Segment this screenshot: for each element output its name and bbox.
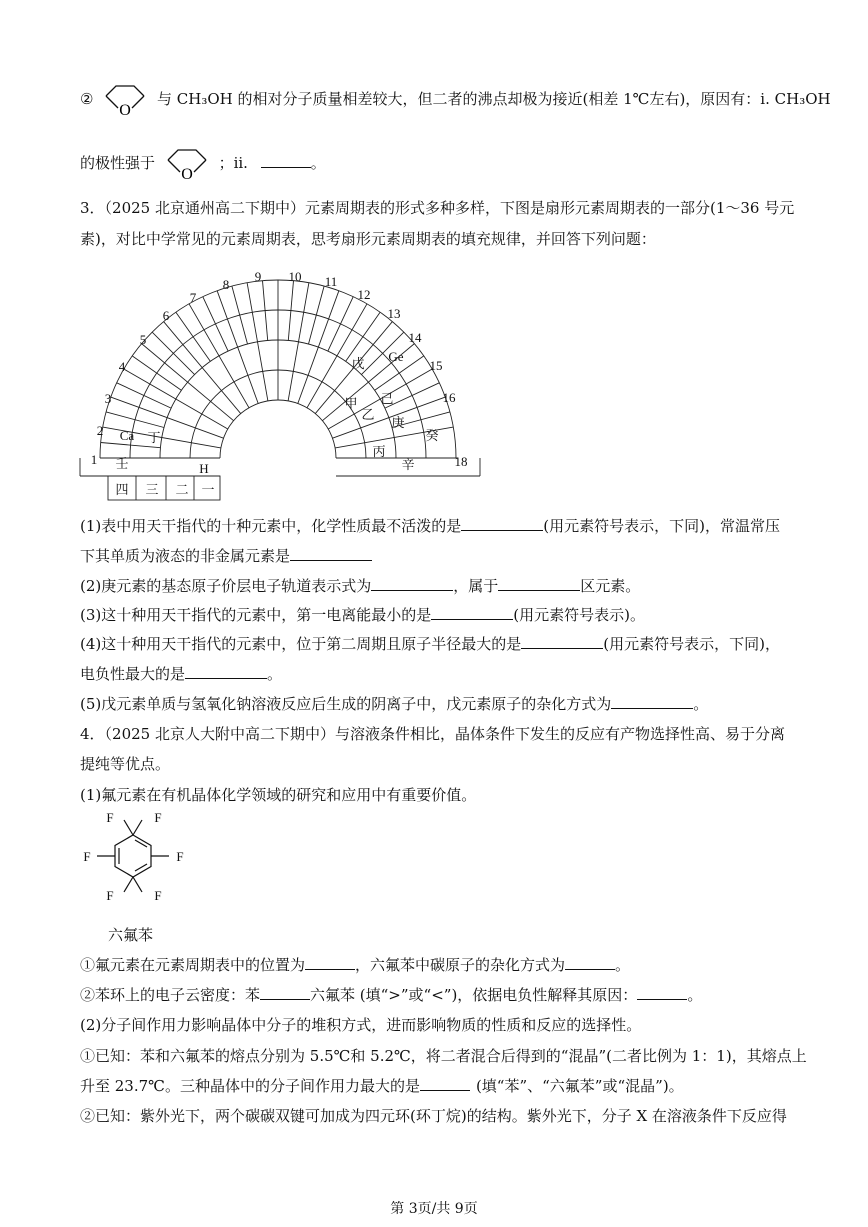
grid-line	[176, 312, 210, 361]
item-2-line: ②已知：紫外光下，两个碳碳双键可加成为四元环(环丁烷)的结构。紫外光下，分子 X 在溶液条件下反应得	[80, 1107, 787, 1125]
line-2-text-b: ；ii.	[218, 154, 248, 172]
item-1-line-2: 升至 23.7℃。三种晶体中的分子间作用力最大的是 (填“苯”、“六氟苯”或“混晶”)。	[80, 1077, 684, 1095]
hexafluorobenzene-structure	[78, 806, 188, 912]
group-number: 18	[454, 454, 468, 469]
grid-line	[203, 297, 228, 351]
element-label: 甲	[344, 396, 358, 411]
element-label: H	[199, 461, 209, 476]
period-label: 三	[145, 482, 159, 497]
group-number: 10	[288, 269, 302, 284]
question-4-line-1: 4．（2025 北京人大附中高二下期中）与溶液条件相比，晶体条件下发生的反应有产物选择性高、易于分离	[80, 725, 785, 743]
page-footer: 第 3页/共 9页	[390, 1201, 478, 1217]
part-3-line: (3)这十种用天干指代的元素中，第一电离能最小的是 (用元素符号表示)。	[80, 606, 645, 624]
hexafluorobenzene-caption: 六氟苯	[108, 926, 154, 944]
question-3-line-1: 3．（2025 北京通州高二下期中）元素周期表的形式多种多样，下图是扇形元素周期表的一部分(1～36 号元	[80, 199, 795, 217]
element-label: 庚	[391, 415, 405, 430]
grid-line	[288, 283, 309, 401]
element-label: 丙	[372, 444, 386, 459]
element-label: Ca	[119, 428, 135, 443]
element-label: 戊	[351, 356, 365, 371]
line-1	[80, 82, 831, 118]
period-label: 一	[201, 482, 215, 497]
answer-blank[interactable]	[185, 664, 267, 679]
fluorine-label: F	[83, 849, 91, 864]
tetrahydrofuran-structure	[102, 82, 148, 118]
group-number: 12	[357, 287, 371, 302]
answer-blank[interactable]	[611, 694, 693, 709]
oxygen-label: O	[119, 102, 132, 118]
question-4-line-2: 提纯等优点。	[80, 755, 171, 773]
grid-line	[309, 286, 325, 344]
element-label: 丁	[147, 430, 161, 445]
answer-blank[interactable]	[461, 516, 543, 531]
fluorine-label: F	[106, 810, 114, 825]
element-label: 辛	[401, 457, 415, 472]
group-number: 9	[254, 269, 262, 284]
sub-2-line: ②苯环上的电子云密度：苯 六氟苯 (填“>”或“<”)，依据电负性解释其原因： 。	[80, 986, 703, 1004]
answer-blank[interactable]	[290, 546, 372, 561]
answer-blank[interactable]	[637, 985, 687, 1000]
group-number: 15	[429, 358, 443, 373]
circled-number: ②	[80, 90, 94, 108]
group-number: 13	[387, 306, 401, 321]
group-number: 5	[139, 332, 147, 347]
grid-line	[220, 400, 336, 458]
line-1-text: 与 CH₃OH 的相对分子质量相差较大，但二者的沸点却极为接近(相差 1℃左右)，原因有：i. CH₃OH	[157, 90, 831, 108]
answer-blank[interactable]	[261, 153, 311, 168]
part-4-line-2: 电负性最大的是 。	[80, 665, 283, 683]
group-number: 3	[104, 391, 112, 406]
answer-blank[interactable]	[565, 955, 615, 970]
grid-line	[132, 356, 181, 390]
element-label: Ge	[388, 349, 404, 364]
element-label: 癸	[425, 428, 439, 443]
group-number: 16	[442, 390, 456, 405]
fluorine-label: F	[106, 888, 114, 903]
fan-periodic-table-figure	[78, 262, 484, 504]
element-label: 乙	[361, 407, 375, 422]
fluorine-label: F	[154, 888, 162, 903]
answer-blank[interactable]	[305, 955, 355, 970]
answer-blank[interactable]	[498, 576, 580, 591]
fluorine-label: F	[176, 849, 184, 864]
period-label: 四	[115, 482, 129, 497]
answer-blank[interactable]	[260, 985, 310, 1000]
item-1-line-1: ①已知：苯和六氟苯的熔点分别为 5.5℃和 5.2℃，将二者混合后得到的“混晶”(二者比例为 1：1)，其熔点上	[80, 1047, 807, 1065]
grid-line	[152, 332, 195, 375]
question-4-part-1: (1)氟元素在有机晶体化学领域的研究和应用中有重要价值。	[80, 786, 477, 804]
grid-line	[328, 297, 353, 351]
grid-line	[346, 312, 380, 361]
question-3-line-2: 素)，对比中学常见的元素周期表，思考扇形元素周期表的填充规律，并回答下列问题：	[80, 230, 656, 248]
group-number: 1	[90, 452, 98, 467]
line-2-text-a: 的极性强于	[80, 154, 156, 172]
part-5-line: (5)戊元素单质与氢氧化钠溶液反应后生成的阴离子中，戊元素原子的杂化方式为 。	[80, 695, 709, 713]
group-number: 6	[162, 308, 170, 323]
answer-blank[interactable]	[371, 576, 453, 591]
grid-line	[232, 286, 248, 344]
part-4-line-1: (4)这十种用天干指代的元素中，位于第二周期且原子半径最大的是 (用元素符号表示，下同)，	[80, 635, 780, 653]
part-1-line-1: (1)表中用天干指代的十种元素中，化学性质最不活泼的是 (用元素符号表示，下同)，常温常压	[80, 517, 780, 535]
part-1-line-2: 下其单质为液态的非金属元素是	[80, 546, 372, 566]
group-number: 7	[189, 290, 197, 305]
period-label: 二	[175, 482, 189, 497]
grid-line	[106, 412, 164, 428]
grid-line	[247, 283, 268, 401]
part-2-line: (2)庚元素的基态原子价层电子轨道表示式为 ，属于 区元素。	[80, 577, 641, 595]
oxygen-label: O	[181, 166, 193, 182]
question-4-part-2: (2)分子间作用力影响晶体中分子的堆积方式，进而影响物质的性质和反应的选择性。	[80, 1016, 642, 1034]
element-label: 壬	[115, 456, 129, 471]
group-number: 4	[118, 359, 126, 374]
grid-line	[117, 383, 171, 408]
sub-1-line: ①氟元素在元素周期表中的位置为 ，六氟苯中碳原子的杂化方式为 。	[80, 956, 631, 974]
answer-blank[interactable]	[521, 634, 603, 649]
group-number: 14	[408, 330, 422, 345]
answer-blank[interactable]	[431, 605, 513, 620]
fluorine-label: F	[154, 810, 162, 825]
tetrahydrofuran-structure-2	[164, 146, 210, 182]
answer-blank[interactable]	[420, 1076, 470, 1091]
line-2	[80, 146, 326, 182]
line-2-text-c: 。	[310, 154, 326, 172]
group-number: 2	[96, 423, 104, 438]
group-number: 8	[222, 277, 230, 292]
group-number: 11	[324, 274, 338, 289]
element-label: 己	[380, 391, 394, 406]
